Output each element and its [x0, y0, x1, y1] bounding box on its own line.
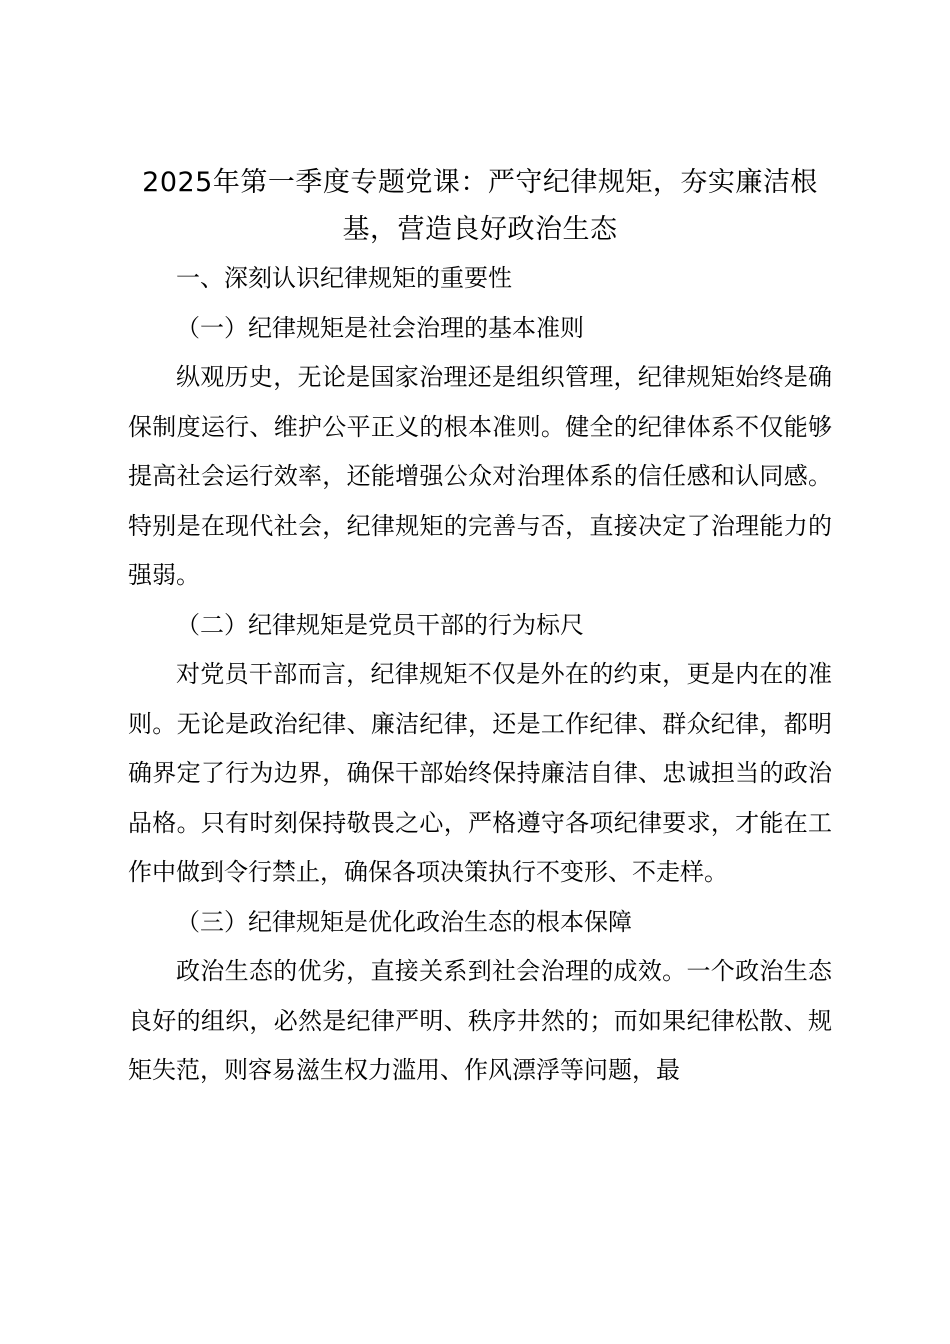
subsection-heading-1: （一）纪律规矩是社会治理的基本准则: [176, 313, 584, 342]
paragraph-2: 对党员干部而言，纪律规矩不仅是外在的约束，更是内在的准则。无论是政治纪律、廉洁纪律，还是工作纪律、群众纪律，都明确界定了行为边界，确保干部始终保持廉洁自律、忠诚担当的政治品格。只有时刻保持敬畏之心，严格遵守各项纪律要求，才能在工作中做到令行禁止，确保各项决策执行不变形、不走样。: [128, 660, 832, 886]
document-body: [128, 159, 832, 1096]
subsection-heading-3: （三）纪律规矩是优化政治生态的根本保障: [176, 907, 632, 936]
paragraph-1: 纵观历史，无论是国家治理还是组织管理，纪律规矩始终是确保制度运行、维护公平正义的根本准则。健全的纪律体系不仅能够提高社会运行效率，还能增强公众对治理体系的信任感和认同感。特别是在现代社会，纪律规矩的完善与否，直接决定了治理能力的强弱。: [128, 363, 832, 589]
document-title: 2025年第一季度专题党课：严守纪律规矩，夯实廉洁根基，营造良好政治生态: [142, 167, 818, 245]
section-heading-1: 一、深刻认识纪律规矩的重要性: [176, 264, 512, 292]
paragraph-3: 政治生态的优劣，直接关系到社会治理的成效。一个政治生态良好的组织，必然是纪律严明、秩序井然的；而如果纪律松散、规矩失范，则容易滋生权力滥用、作风漂浮等问题，最: [128, 957, 832, 1084]
subsection-heading-2: （二）纪律规矩是党员干部的行为标尺: [176, 610, 584, 639]
